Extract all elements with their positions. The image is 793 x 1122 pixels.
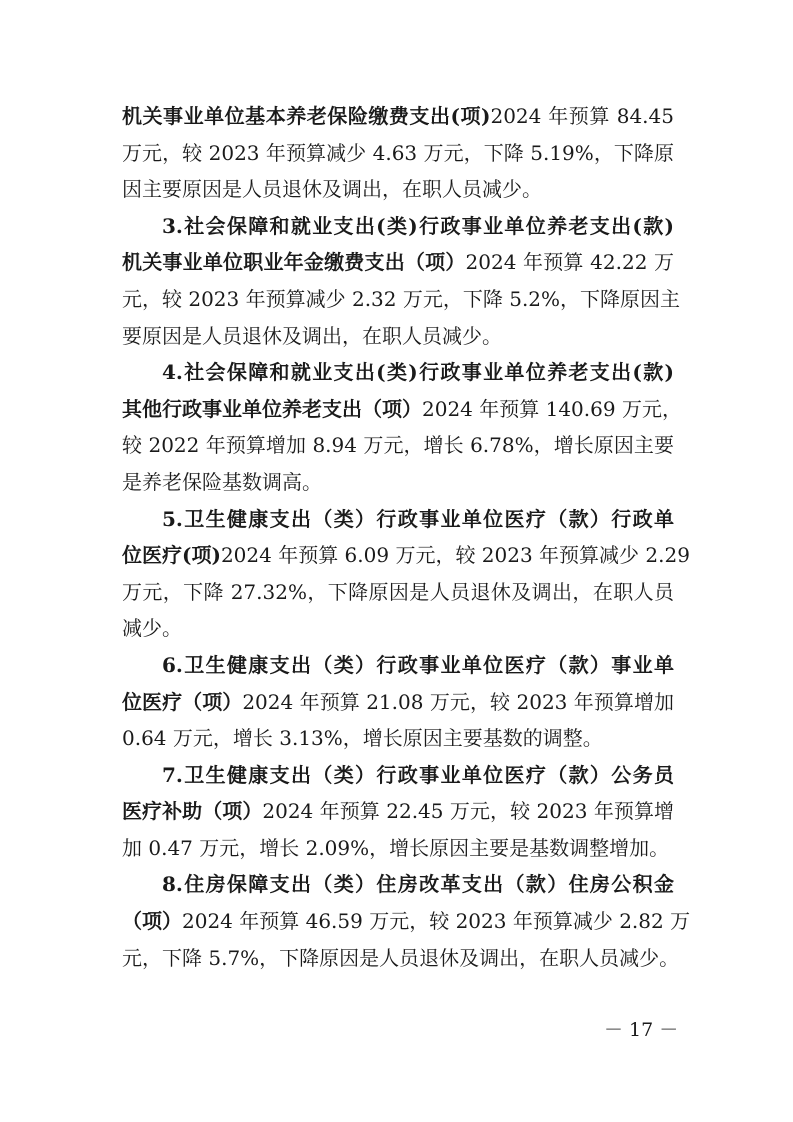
item-text: 2024 年预算 21.08 万元，较 2023 年预算增加 [242,689,675,714]
paragraph-pension-contribution [122,98,674,208]
item-heading: 机关事业单位职业年金缴费支出（项） [122,250,466,275]
item-text: 加 0.47 万元，增长 2.09%，增长原因主要是基数调整增加。 [122,835,670,860]
text-line [122,171,674,208]
paragraph-item-3 [122,208,681,354]
item-heading: 8.住房保障支出（类）住房改革支出（款）住房公积金 [162,872,674,897]
item-text: 万元，下降 27.32%，下降原因是人员退休及调出，在职人员 [122,579,674,604]
text-line [122,866,674,903]
item-text: 2024 年预算 22.45 万元，较 2023 年预算增 [262,799,675,824]
item-text: 元，下降 5.7%，下降原因是人员退休及调出，在职人员减少。 [122,945,680,970]
text-line [122,501,674,538]
paragraph-item-4 [122,354,682,500]
item-text: 2024 年预算 6.09 万元，较 2023 年预算减少 2.29 [220,543,690,568]
text-line [122,427,674,464]
item-text: 要原因是人员退休及调出，在职人员减少。 [122,323,502,348]
item-text: 是养老保险基数调高。 [122,469,322,494]
text-line [122,208,674,245]
item-text: 2024 年预算 46.59 万元，较 2023 年预算减少 2.82 万 [182,909,691,934]
text-line [122,464,674,501]
text-line [122,281,681,318]
text-line [122,720,674,757]
item-heading: 3.社会保障和就业支出(类)行政事业单位养老支出(款) [162,213,674,238]
item-text: 因主要原因是人员退休及调出，在职人员减少。 [122,177,542,202]
paragraph-item-5 [122,501,690,647]
item-heading: 医疗补助（项） [122,799,263,824]
text-line [122,391,682,428]
item-heading: 机关事业单位基本养老保险缴费支出(项) [122,104,491,128]
item-text: 2024 年预算 140.69 万元， [422,396,682,421]
item-text: 较 2022 年预算增加 8.94 万元，增长 6.78%，增长原因主要 [122,433,674,458]
item-text: 0.64 万元，增长 3.13%，增长原因主要基数的调整。 [122,726,603,751]
text-line [122,574,674,611]
item-heading: 4.社会保障和就业支出(类)行政事业单位养老支出(款) [162,360,674,385]
item-text: 2024 年预算 42.22 万 [465,250,675,275]
text-line [122,318,674,355]
item-heading: （项） [122,909,182,934]
page-number: － 17 － [604,1019,679,1041]
text-line [122,135,674,172]
text-line [122,684,674,721]
item-text: 万元，较 2023 年预算减少 4.63 万元，下降 5.19%，下降原 [122,140,674,165]
document-body [122,98,691,976]
item-heading: 其他行政事业单位养老支出（项） [122,396,422,421]
item-text: 2024 年预算 84.45 [490,104,674,128]
text-line [122,537,690,574]
item-heading: 6.卫生健康支出（类）行政事业单位医疗（款）事业单 [162,652,674,677]
paragraph-item-7 [122,757,674,867]
item-heading: 位医疗（项） [122,689,243,714]
item-heading: 位医疗(项) [122,543,221,568]
text-line [122,830,674,867]
item-heading: 7.卫生健康支出（类）行政事业单位医疗（款）公务员 [162,762,674,787]
text-line [122,98,674,135]
text-line [122,940,680,977]
item-text: 减少。 [122,616,182,641]
text-line [122,354,674,391]
text-line [122,793,674,830]
text-line [122,903,691,940]
text-line [122,244,674,281]
paragraph-item-8 [122,866,691,976]
paragraph-item-6 [122,647,674,757]
item-heading: 5.卫生健康支出（类）行政事业单位医疗（款）行政单 [162,506,674,531]
item-text: 元，较 2023 年预算减少 2.32 万元，下降 5.2%，下降原因主 [122,286,681,311]
text-line [122,757,674,794]
text-line [122,610,674,647]
text-line [122,647,674,684]
